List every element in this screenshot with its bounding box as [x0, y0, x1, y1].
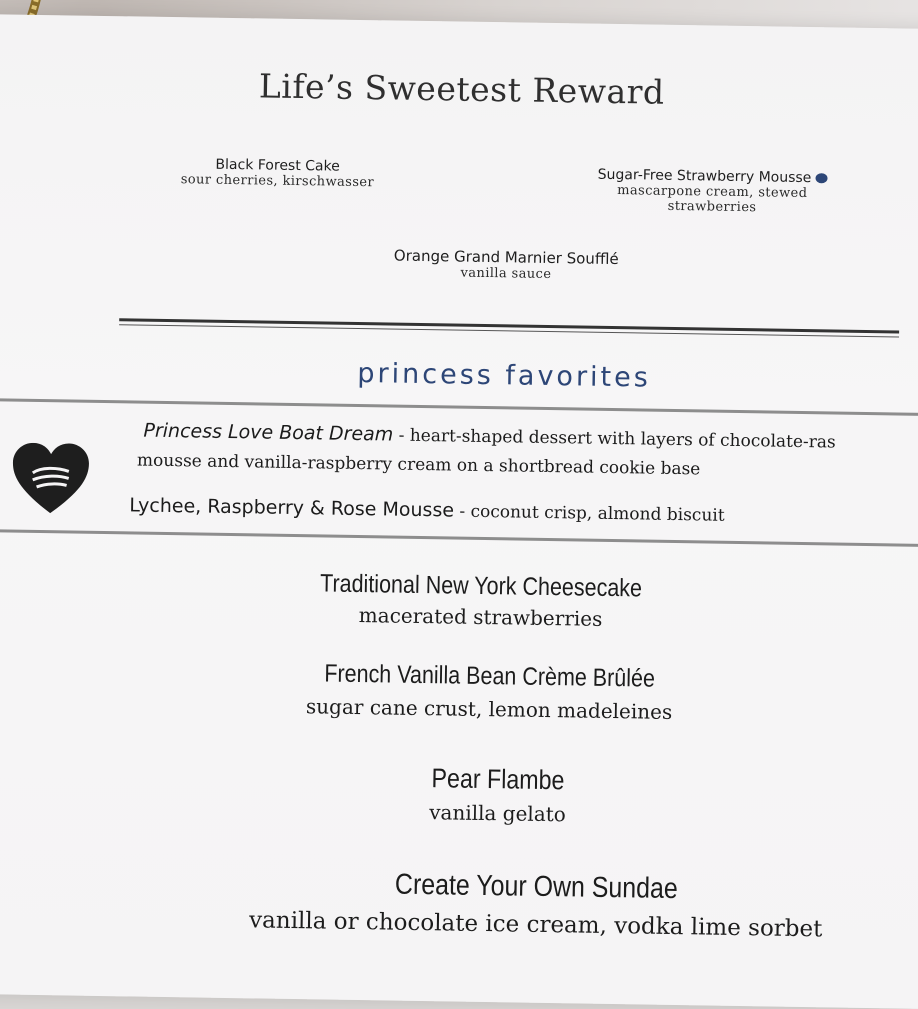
menu-item-pear-flambe — [377, 762, 618, 827]
menu-page — [0, 14, 918, 1009]
item-name: Lychee, Raspberry & Rose Mousse — [129, 494, 455, 522]
item-name: Create Your Own Sundae — [394, 868, 679, 906]
section-title: princess favorites — [357, 357, 652, 394]
item-separator: - — [393, 425, 410, 446]
item-name: Black Forest Cake — [215, 156, 340, 175]
item-desc-line2: strawberries — [667, 198, 757, 216]
menu-item-souffle — [366, 246, 646, 283]
item-desc: sour cherries, kirschwasser — [180, 172, 375, 191]
item-desc: coconut crisp, almond biscuit — [470, 501, 725, 526]
item-separator: - — [453, 501, 471, 522]
item-desc-line2: mousse and vanilla-raspberry cream on a shortbread cookie base — [136, 450, 701, 480]
item-desc: sugar cane crust, lemon madeleines — [305, 694, 673, 724]
item-desc: macerated strawberries — [358, 603, 603, 631]
menu-item-creme-brulee — [259, 658, 720, 724]
item-name: Pear Flambe — [431, 763, 565, 796]
item-desc: vanilla or chocolate ice cream, vodka lime sorbet — [248, 907, 823, 943]
sugar-free-icon — [815, 173, 827, 183]
item-desc-line1: mascarpone cream, stewed — [617, 183, 808, 202]
menu-item-strawberry-mousse — [567, 166, 858, 217]
menu-item-black-forest — [147, 156, 407, 191]
menu-item-sundae — [206, 866, 867, 943]
item-name: Princess Love Boat Dream — [143, 419, 394, 446]
menu-item-cheesecake — [270, 569, 691, 633]
item-desc: vanilla sauce — [460, 265, 552, 283]
menu-title: Life’s Sweetest Reward — [258, 66, 665, 112]
item-desc: vanilla gelato — [429, 800, 567, 827]
item-name: Sugar-Free Strawberry Mousse — [597, 166, 812, 187]
item-desc-line1: heart-shaped dessert with layers of chocolate-ras — [409, 425, 836, 453]
item-name: Traditional New York Cheesecake — [319, 569, 643, 603]
princess-heart-logo-icon — [10, 443, 91, 516]
item-name: French Vanilla Bean Crème Brûlée — [324, 659, 656, 693]
item-name: Orange Grand Marnier Soufflé — [393, 246, 619, 269]
